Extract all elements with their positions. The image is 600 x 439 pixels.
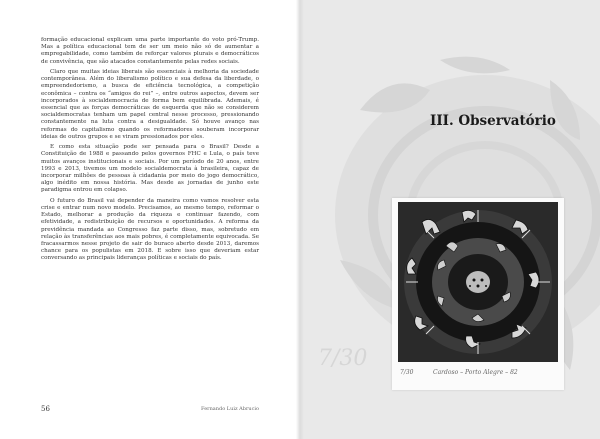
book-gutter <box>296 0 304 439</box>
woodcut-image <box>398 202 558 362</box>
woodcut-print <box>392 198 564 390</box>
page-number: 56 <box>41 405 50 413</box>
svg-text:7/30: 7/30 <box>318 346 368 371</box>
running-footer: Fernando Luiz Abrucio <box>201 406 259 412</box>
print-edition: 7/30 <box>400 369 414 376</box>
paragraph: Claro que muitas ideias liberais são essenciais à melhoria da sociedade contemporânea. Além do liberalismo político e sua defesa da liberdade, o empreendedorismo, a busca de eficiência tecnológica, a competição econômica – contra os “amigos do rei” –, entre outros aspectos, devem ser incorporados à socialdemocracia de forma bem equilibrada. Ademais, é essencial que as forças democráticas de esquerda que não se considerem socialdemocratas tenham um papel central nesse processo, pressionando constantemente na luta contra a desigualdade. Só houve avanço nas reformas do capitalismo quando os reformadores souberam incorporar ideias de outros grupos e se viram pressionados por eles. <box>41 69 259 140</box>
section-title: III. Observatório <box>430 113 556 129</box>
paragraph: O futuro do Brasil vai depender da maneira como vamos resolver esta crise e entrar num novo modelo. Precisamos, ao mesmo tempo, reformar o Estado, melhorar a produção da riqueza e continuar fazendo, com efetividade, a redistribuição de recursos e oportunidades. A reforma da previdência mandada ao Congresso faz parte disso, mas, sobretudo em relação às transferências aos mais pobres, é completamente equivocada. Se fracassarmos nesse projeto de sair do buraco aberto desde 2013, daremos chance para os populistas em 2018. E sobre isso que deveriam estar conversando as principais lideranças políticas e sociais do país. <box>41 197 259 262</box>
paragraph: formação educacional explicam uma parte importante do voto pró-Trump. Mas a política educacional tem de ser um meio não só de aumentar a empregabilidade, como também de reforçar valores plurais e democráticos de convivência, que são atacados constantemente pelas redes sociais. <box>41 37 259 65</box>
paragraph: E como esta situação pode ser pensada para o Brasil? Desde a Constituição de 1988 e passando pelos governos FHC e Lula, o país teve muitos avanços institucionais e sociais. Por um período de 20 anos, entre 1993 e 2013, tivemos um modelo socialdemocrata à brasileira, capaz de incorporar milhões de pessoas à cidadania por meio do jogo democrático, algo inédito em nossa história. Mas desde as jornadas de junho este paradigma entrou em colapso. <box>41 144 259 194</box>
body-text <box>41 37 259 266</box>
right-page <box>300 0 600 439</box>
print-signature: Cardoso – Porto Alegre – 82 <box>433 369 518 376</box>
